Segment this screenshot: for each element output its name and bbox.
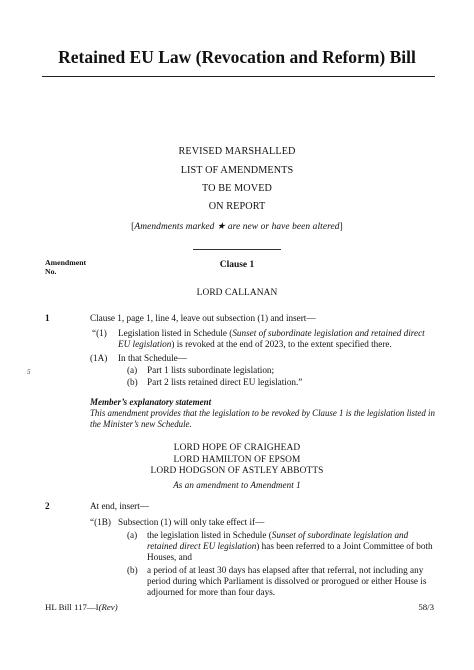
subsection-1a-text: In that Schedule— [118,353,187,363]
note-text: Amendments marked ★ are new or have been altered [134,222,340,232]
mover-3: LORD HODGSON OF ASTLEY ABBOTTS [150,466,324,476]
as-amendment-note: As an amendment to Amendment 1 [173,480,301,490]
explanatory-text: This amendment provides that the legislation to be revoked by Clause 1 is the legislation listed in the Minister’s new Schedule. [90,408,435,429]
item-2b-text: a period of at least 30 days has elapsed after that referral, not including any period during which Parliament is dissolved or prorogued or either House is adjourned for more than four days. [147,565,427,598]
amendment-2-movers [0,443,474,478]
note-close-bracket: ] [339,222,343,232]
item-b-text: Part 2 lists retained direct EU legislation.” [147,377,303,387]
amendment-1-number: 1 [45,313,50,323]
explanatory-heading: Member’s explanatory statement [90,397,212,407]
mover-2: LORD HAMILTON OF EPSOM [173,454,301,465]
item-b-label: (b) [127,377,138,387]
bill-title: Retained EU Law (Revocation and Reform) Bill [58,47,416,67]
subsection-1b-label: “(1B) [90,517,111,527]
item-2a-text-b: ) has been referred to a Joint Committee of both Houses, and [147,541,433,563]
subsection-1-schedule-title: Sunset of subordinate legislation and retained direct EU legislation [118,328,425,350]
amendment-header-line-1: Amendment [45,258,87,267]
subsection-1-text-b: ) is revoked at the end of 2023, to the extent specified there. [171,339,392,350]
subsection-1-label: “(1) [92,328,107,338]
note-open-bracket: [ [131,222,135,232]
item-2b-label: (b) [127,565,138,575]
amendment-2-instruction: At end, insert— [90,501,149,511]
subsection-1-text [118,328,436,350]
mover-name: LORD CALLANAN [196,288,278,298]
amendments-note [0,221,474,232]
subsection-1b-text: Subsection (1) will only take effect if— [118,517,265,527]
footer-bill-reference [45,602,118,612]
amendment-header-line-2: No. [45,267,57,276]
amendment-1-instruction: Clause 1, page 1, line 4, leave out subsection (1) and insert— [90,313,316,323]
footer-bill-text: HL Bill 117—I [45,602,99,612]
item-a-label: (a) [127,365,138,375]
item-2a-text-a: the legislation listed in Schedule ( [147,530,272,540]
mover-1: LORD HOPE OF CRAIGHEAD [173,443,301,453]
subsection-1-text-a: Legislation listed in Schedule ( [118,328,233,338]
subsection-1a-label: (1A) [90,353,108,363]
line-number: 5 [27,368,31,376]
item-2a-label: (a) [127,530,138,540]
clause-heading: Clause 1 [219,260,255,270]
item-a-text: Part 1 lists subordinate legislation; [147,365,275,375]
title-underline [42,76,435,77]
heading-line-4: ON REPORT [208,201,266,212]
section-divider [193,249,281,250]
footer-bill-rev: (Rev) [98,602,118,612]
footer-page-number: 58/3 [418,602,434,612]
item-2a-schedule-title: Sunset of subordinate legislation and retained direct EU legislation [147,530,409,552]
heading-line-3: TO BE MOVED [202,183,272,194]
amendment-2-number: 2 [45,501,50,511]
item-2a-text [147,530,437,564]
heading-line-1: REVISED MARSHALLED [178,146,296,157]
heading-line-2: LIST OF AMENDMENTS [180,165,294,176]
